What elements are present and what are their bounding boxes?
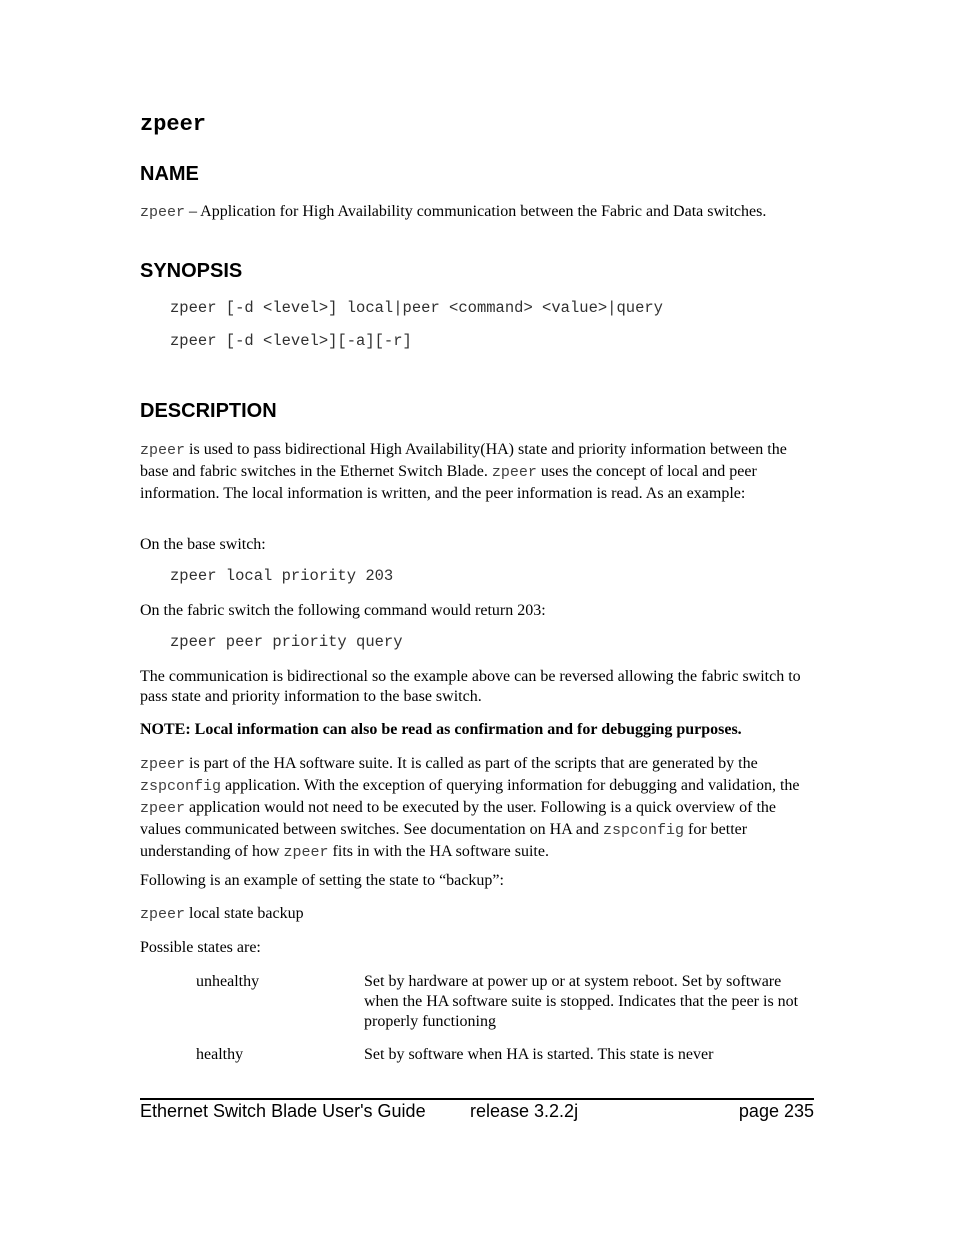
paragraph-text: application would not need to be executed by the user. Following is a quick overview of the values communicated between switches. See documentation on HA and	[140, 799, 776, 838]
description-paragraph-2: On the base switch:	[140, 536, 266, 553]
inline-command: zpeer	[140, 906, 186, 923]
code-example-2: zpeer peer priority query	[170, 633, 403, 651]
description-paragraph-3: On the fabric switch the following command would return 203:	[140, 602, 546, 619]
name-paragraph	[140, 202, 814, 223]
inline-command: zpeer	[140, 800, 186, 817]
synopsis-line-2: zpeer [-d <level>][-a][-r]	[170, 332, 412, 350]
paragraph-text: is part of the HA software suite. It is called as part of the scripts that are generated by the	[185, 755, 758, 772]
inline-command: zpeer	[283, 844, 329, 861]
description-paragraph-6: Following is an example of setting the state to “backup”:	[140, 872, 504, 889]
footer-page-number: page 235	[738, 1101, 814, 1121]
paragraph-text: application. With the exception of querying information for debugging and validation, the	[221, 777, 800, 794]
inline-command: zpeer	[491, 464, 537, 481]
footer-divider	[140, 1098, 814, 1100]
state-description: Set by software when HA is started. This state is never	[364, 1046, 714, 1063]
footer-release: release 3.2.2j	[470, 1101, 579, 1121]
name-heading: NAME	[140, 163, 199, 185]
description-paragraph-8: Possible states are:	[140, 939, 261, 956]
name-text: – Application for High Availability communication between the Fabric and Data switches.	[185, 203, 767, 220]
footer-guide-title: Ethernet Switch Blade User's Guide	[140, 1101, 426, 1121]
description-heading: DESCRIPTION	[140, 400, 277, 422]
paragraph-text: local state backup	[185, 905, 304, 922]
description-paragraph-4: The communication is bidirectional so the example above can be reversed allowing the fabric switch to pass state and priority information to the base switch.	[140, 668, 801, 705]
paragraph-text: fits in with the HA software suite.	[328, 843, 549, 860]
state-name: healthy	[196, 1046, 244, 1063]
paragraph-text: uses the concept of local and peer information. The local information is written, and the peer information is read. As an example:	[140, 463, 757, 502]
description-paragraph-7	[140, 904, 814, 925]
description-paragraph-5	[140, 753, 814, 863]
paragraph-text: for better understanding of how	[140, 821, 748, 860]
synopsis-line-1: zpeer [-d <level>] local|peer <command> <value>|query	[170, 299, 663, 317]
description-paragraph-1	[140, 439, 814, 504]
state-name: unhealthy	[196, 973, 260, 990]
paragraph-text: is used to pass bidirectional High Availability(HA) state and priority information between the base and fabric switches in the Ethernet Switch Blade.	[140, 441, 787, 480]
inline-command: zspconfig	[602, 822, 684, 839]
page-title: zpeer	[140, 112, 207, 137]
state-description: Set by hardware at power up or at system reboot. Set by software when the HA software suite is stopped. Indicates that the peer is not properly functioning	[364, 973, 799, 1030]
inline-command: zpeer	[140, 756, 186, 773]
synopsis-heading: SYNOPSIS	[140, 260, 243, 282]
inline-command: zpeer	[140, 204, 186, 221]
inline-command: zspconfig	[140, 778, 222, 795]
inline-command: zpeer	[140, 442, 186, 459]
code-example-1: zpeer local priority 203	[170, 567, 394, 585]
note-text: NOTE: Local information can also be read as confirmation and for debugging purposes.	[140, 721, 742, 738]
